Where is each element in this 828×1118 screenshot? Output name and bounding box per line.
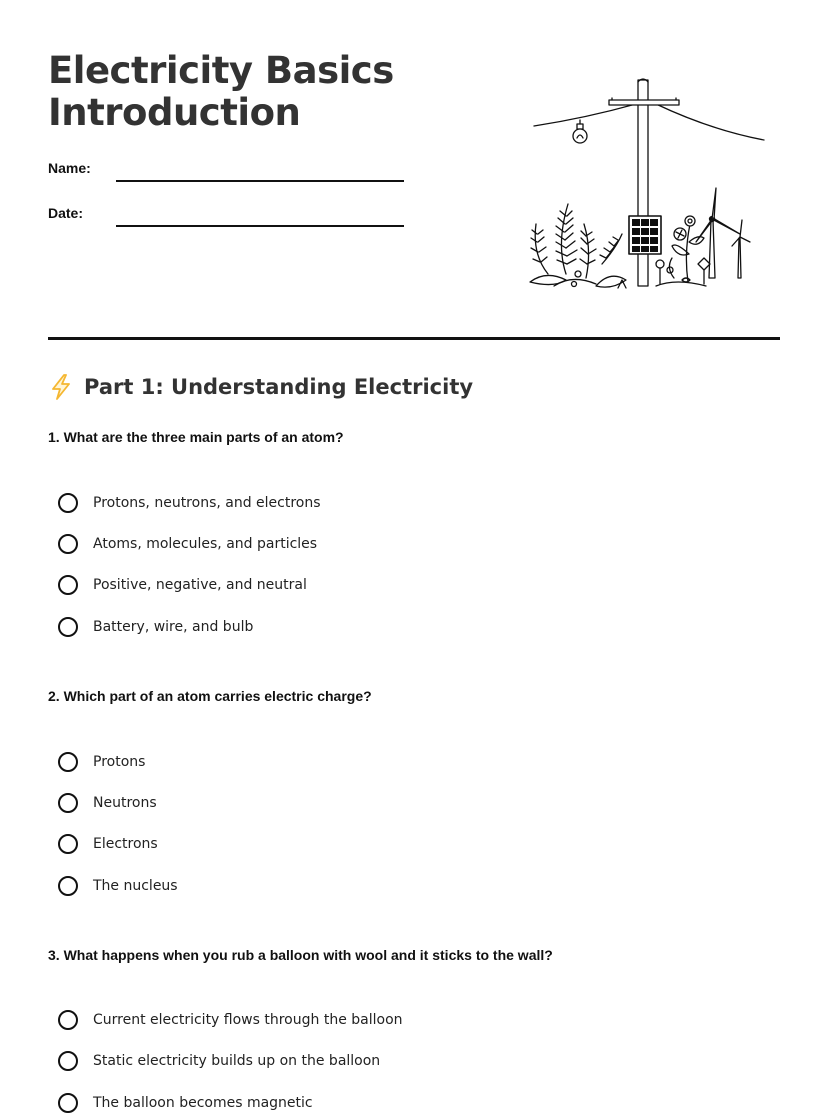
wind-turbine-small-icon — [732, 220, 750, 278]
date-field[interactable] — [116, 225, 404, 227]
crossarm — [609, 100, 679, 105]
question-text: 2. Which part of an atom carries electric charge? — [48, 688, 372, 704]
answer-label: Protons, neutrons, and electrons — [93, 495, 321, 511]
radio-button[interactable] — [58, 834, 78, 854]
answer-option[interactable] — [58, 531, 317, 557]
name-field[interactable] — [116, 180, 404, 182]
radio-button[interactable] — [58, 617, 78, 637]
answer-label: Atoms, molecules, and particles — [93, 536, 318, 552]
answer-option[interactable] — [58, 572, 307, 598]
pole-icon — [638, 80, 648, 286]
light-bulb-icon — [573, 120, 587, 143]
radio-button[interactable] — [58, 1051, 78, 1071]
power-pole-illustration — [526, 74, 770, 300]
radio-button[interactable] — [58, 876, 78, 896]
answer-label: The balloon becomes magnetic — [93, 1095, 313, 1111]
wire-right — [656, 104, 764, 140]
radio-button[interactable] — [58, 575, 78, 595]
answer-label: Static electricity builds up on the balloon — [93, 1053, 381, 1069]
section-heading — [48, 373, 473, 401]
title-line-1: Electricity Basics — [48, 49, 394, 92]
answer-label: The nucleus — [93, 878, 178, 894]
answer-option[interactable] — [58, 1048, 380, 1074]
wire-left — [534, 104, 636, 126]
answer-label: Positive, negative, and neutral — [93, 577, 307, 593]
fern-plant-icon — [530, 204, 626, 288]
answer-option[interactable] — [58, 614, 253, 640]
radio-button[interactable] — [58, 793, 78, 813]
question-text: 3. What happens when you rub a balloon with wool and it sticks to the wall? — [48, 947, 553, 963]
answer-option[interactable] — [58, 790, 157, 816]
section-divider — [48, 337, 780, 340]
wind-turbine-icon — [696, 188, 740, 278]
answer-option[interactable] — [58, 1090, 313, 1116]
answer-label: Protons — [93, 754, 146, 770]
answer-option[interactable] — [58, 831, 158, 857]
title-line-2: Introduction — [48, 91, 301, 134]
radio-button[interactable] — [58, 1093, 78, 1113]
lightning-bolt-icon — [48, 373, 74, 401]
date-label: Date: — [48, 205, 84, 221]
radio-button[interactable] — [58, 1010, 78, 1030]
radio-button[interactable] — [58, 493, 78, 513]
answer-label: Neutrons — [93, 795, 157, 811]
radio-button[interactable] — [58, 534, 78, 554]
question-text: 1. What are the three main parts of an atom? — [48, 429, 344, 445]
answer-option[interactable] — [58, 749, 145, 775]
answer-option[interactable] — [58, 873, 178, 899]
radio-button[interactable] — [58, 752, 78, 772]
answer-label: Current electricity flows through the balloon — [93, 1012, 403, 1028]
page-title — [48, 50, 394, 134]
name-label: Name: — [48, 160, 91, 176]
answer-option[interactable] — [58, 1007, 403, 1033]
answer-label: Battery, wire, and bulb — [93, 619, 254, 635]
flowering-plant-icon — [656, 216, 710, 286]
answer-label: Electrons — [93, 836, 158, 852]
section-heading-text: Part 1: Understanding Electricity — [84, 375, 474, 399]
answer-option[interactable] — [58, 490, 321, 516]
solar-panel-icon — [629, 216, 661, 254]
